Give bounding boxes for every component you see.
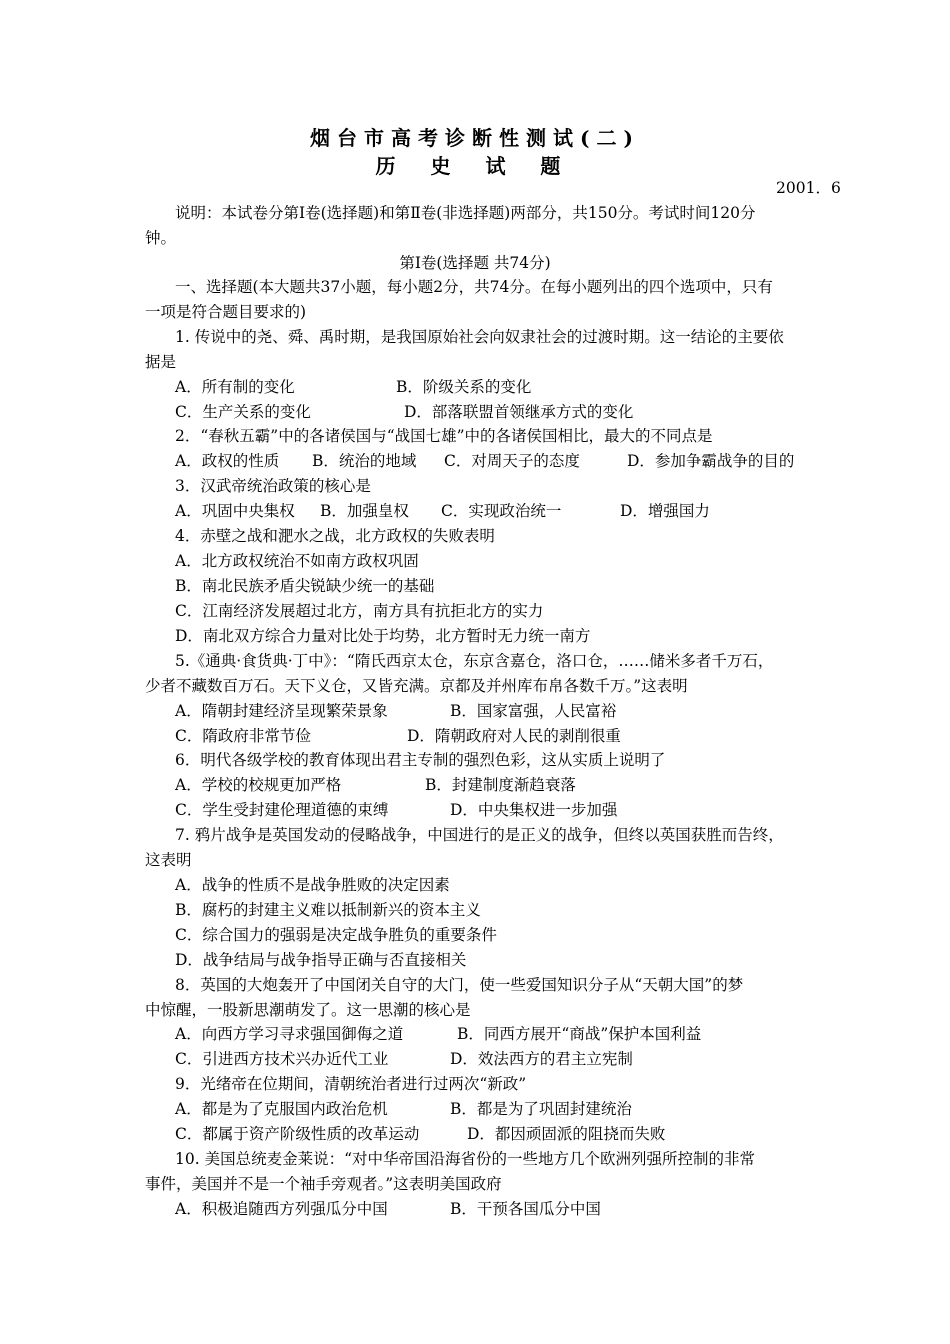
q1-option-a: A．所有制的变化 bbox=[175, 378, 295, 396]
q8-stem-1: 8．英国的大炮轰开了中国闭关自守的大门，使一些爱国知识分子从“天朝大国”的梦 bbox=[175, 976, 744, 994]
q5-stem-2: 少者不藏数百万石。天下义仓，又皆充满。京都及并州库布帛各数千万。”这表明 bbox=[145, 677, 688, 695]
q5-option-d: D．隋朝政府对人民的剥削很重 bbox=[407, 727, 621, 745]
q7-option-c: C．综合国力的强弱是决定战争胜负的重要条件 bbox=[175, 926, 497, 944]
q6-stem: 6．明代各级学校的教育体现出君主专制的强烈色彩，这从实质上说明了 bbox=[175, 751, 666, 769]
q4-stem: 4．赤壁之战和淝水之战，北方政权的失败表明 bbox=[175, 527, 495, 545]
q1-option-d: D．部落联盟首领继承方式的变化 bbox=[404, 403, 634, 421]
q7-stem-1: 7. 鸦片战争是英国发动的侵略战争，中国进行的是正义的战争，但终以英国获胜而告终， bbox=[175, 826, 784, 844]
q2-option-a: A．政权的性质 bbox=[175, 452, 280, 470]
q2-option-c: C．对周天子的态度 bbox=[444, 452, 580, 470]
q6-option-b: B．封建制度渐趋衰落 bbox=[425, 776, 576, 794]
section-title: 第Ⅰ卷(选择题 共74分) bbox=[399, 254, 551, 272]
q3-option-d: D．增强国力 bbox=[620, 502, 710, 520]
q9-option-b: B．都是为了巩固封建统治 bbox=[450, 1100, 632, 1118]
q4-option-a: A．北方政权统治不如南方政权巩固 bbox=[175, 552, 419, 570]
instructions-line-1: 一、选择题(本大题共37小题，每小题2分，共74分。在每小题列出的四个选项中，只有 bbox=[175, 278, 773, 296]
q7-option-a: A．战争的性质不是战争胜败的决定因素 bbox=[175, 876, 450, 894]
q4-option-c: C．江南经济发展超过北方，南方具有抗拒北方的实力 bbox=[175, 602, 544, 620]
q3-option-b: B．加强皇权 bbox=[320, 502, 409, 520]
q5-option-a: A．隋朝封建经济呈现繁荣景象 bbox=[175, 702, 388, 720]
q2-stem: 2．“春秋五霸”中的各诸侯国与“战国七雄”中的各诸侯国相比，最大的不同点是 bbox=[175, 427, 713, 445]
q2-option-b: B．统治的地域 bbox=[312, 452, 417, 470]
q4-option-b: B．南北民族矛盾尖锐缺少统一的基础 bbox=[175, 577, 435, 595]
q9-option-c: C．都属于资产阶级性质的改革运动 bbox=[175, 1125, 420, 1143]
q8-option-a: A．向西方学习寻求强国御侮之道 bbox=[175, 1025, 404, 1043]
q10-stem-2: 事件，美国并不是一个袖手旁观者。”这表明美国政府 bbox=[145, 1175, 502, 1193]
q10-option-b: B．干预各国瓜分中国 bbox=[450, 1200, 601, 1218]
q5-option-c: C．隋政府非常节俭 bbox=[175, 727, 311, 745]
q8-option-c: C．引进西方技术兴办近代工业 bbox=[175, 1050, 389, 1068]
q3-option-a: A．巩固中央集权 bbox=[175, 502, 295, 520]
note-line-1: 说明：本试卷分第Ⅰ卷(选择题)和第Ⅱ卷(非选择题)两部分，共150分。考试时间120分 bbox=[175, 204, 756, 222]
q9-option-d: D．都因顽固派的阻挠而失败 bbox=[467, 1125, 666, 1143]
exam-date: 2001．6 bbox=[776, 179, 841, 197]
q5-option-b: B．国家富强，人民富裕 bbox=[450, 702, 617, 720]
q7-option-b: B．腐朽的封建主义难以抵制新兴的资本主义 bbox=[175, 901, 481, 919]
q10-stem-1: 10. 美国总统麦金莱说：“对中华帝国沿海省份的一些地方几个欧洲列强所控制的非常 bbox=[175, 1150, 756, 1168]
q1-option-c: C．生产关系的变化 bbox=[175, 403, 311, 421]
q2-option-d: D．参加争霸战争的目的 bbox=[627, 452, 795, 470]
q9-option-a: A．都是为了克服国内政治危机 bbox=[175, 1100, 388, 1118]
q4-option-d: D．南北双方综合力量对比处于均势，北方暂时无力统一南方 bbox=[175, 627, 591, 645]
q5-stem-1: 5.《通典·食货典·丁中》：“隋氏西京太仓，东京含嘉仓，洛口仓，……储米多者千万石， bbox=[175, 652, 774, 670]
q3-stem: 3．汉武帝统治政策的核心是 bbox=[175, 477, 371, 495]
q1-stem-1: 1. 传说中的尧、舜、禹时期，是我国原始社会向奴隶社会的过渡时期。这一结论的主要依 bbox=[175, 328, 784, 346]
q6-option-c: C．学生受封建伦理道德的束缚 bbox=[175, 801, 389, 819]
q1-option-b: B．阶级关系的变化 bbox=[396, 378, 532, 396]
q1-stem-2: 据是 bbox=[145, 353, 177, 371]
q7-stem-2: 这表明 bbox=[145, 851, 192, 869]
exam-subtitle: 历 史 试 题 bbox=[375, 154, 575, 178]
q8-stem-2: 中惊醒，一股新思潮萌发了。这一思潮的核心是 bbox=[145, 1001, 471, 1019]
q10-option-a: A．积极追随西方列强瓜分中国 bbox=[175, 1200, 388, 1218]
q6-option-d: D．中央集权进一步加强 bbox=[450, 801, 618, 819]
instructions-line-2: 一项是符合题目要求的) bbox=[145, 303, 307, 321]
q6-option-a: A．学校的校规更加严格 bbox=[175, 776, 342, 794]
q8-option-d: D．效法西方的君主立宪制 bbox=[450, 1050, 633, 1068]
q8-option-b: B．同西方展开“商战”保护本国利益 bbox=[457, 1025, 702, 1043]
exam-title: 烟台市高考诊断性测试(二) bbox=[310, 126, 640, 150]
note-line-2: 钟。 bbox=[145, 229, 177, 247]
q9-stem: 9．光绪帝在位期间，清朝统治者进行过两次“新政” bbox=[175, 1075, 527, 1093]
q7-option-d: D．战争结局与战争指导正确与否直接相关 bbox=[175, 951, 467, 969]
q3-option-c: C．实现政治统一 bbox=[441, 502, 562, 520]
